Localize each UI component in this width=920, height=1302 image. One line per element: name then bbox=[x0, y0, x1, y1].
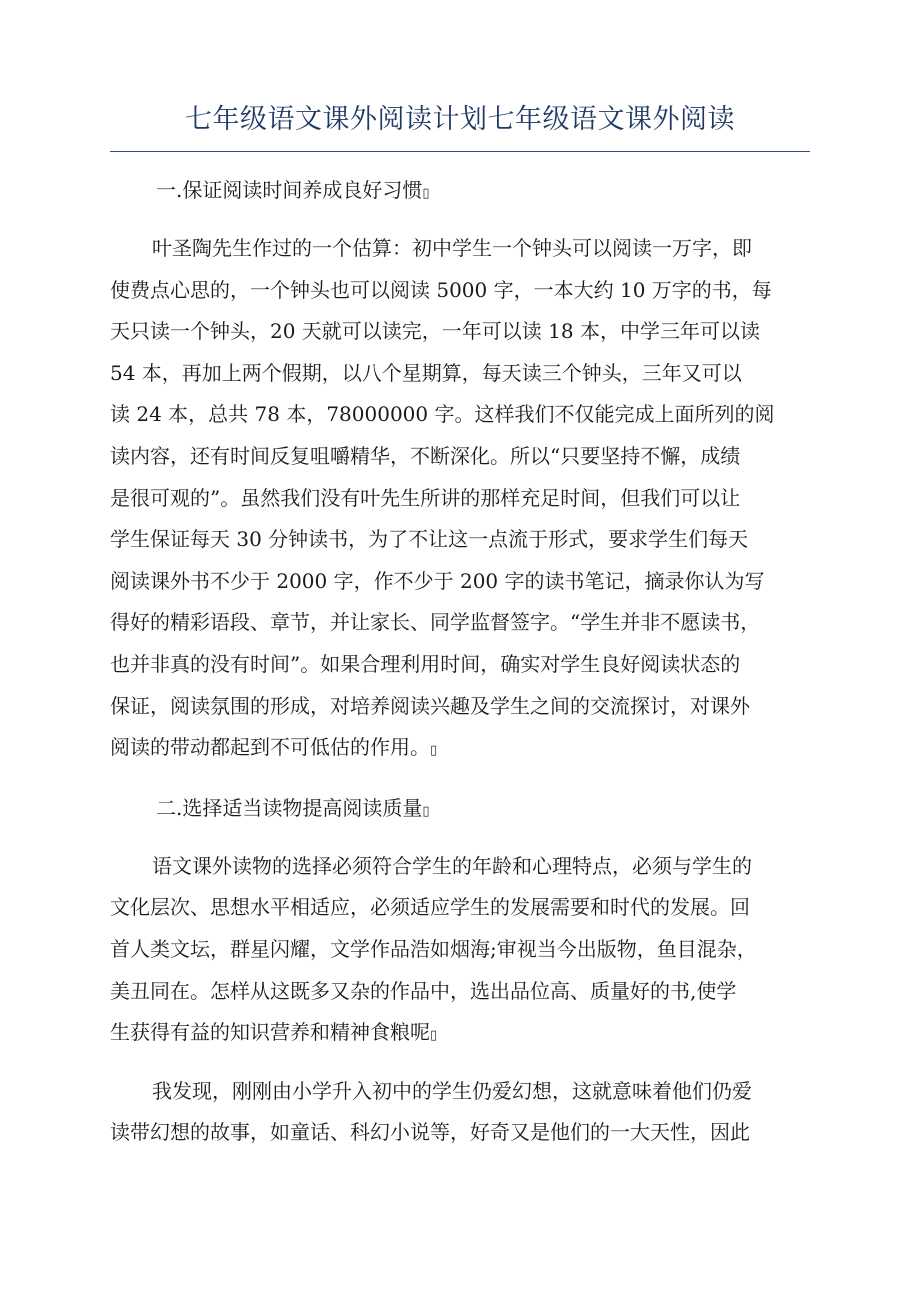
paragraph-line-last bbox=[110, 727, 822, 772]
section-heading-text: 二.选择适当读物提高阅读质量 bbox=[156, 795, 423, 820]
paragraph-line: 阅读课外书不少于 2000 字，作不少于 200 字的读书笔记，摘录你认为写 bbox=[110, 568, 765, 593]
paragraph-line: 文化层次、思想水平相适应，必须适应学生的发展需要和时代的发展。回 bbox=[110, 895, 750, 920]
paragraph-mark-icon: ▯ bbox=[430, 1028, 438, 1044]
paragraph bbox=[110, 846, 822, 1057]
paragraph-line: 读 24 本，总共 78 本，78000000 字。这样我们不仅能完成上面所列的阅 bbox=[110, 402, 775, 427]
paragraph bbox=[110, 228, 822, 772]
section-heading bbox=[110, 168, 822, 216]
paragraph-line: 语文课外读物的选择必须符合学生的年龄和心理特点，必须与学生的 bbox=[152, 853, 752, 878]
paragraph-line: 学生保证每天 30 分钟读书，为了不让这一点流于形式，要求学生们每天 bbox=[110, 527, 749, 552]
paragraph-line-last bbox=[110, 1012, 822, 1057]
paragraph-line: 美丑同在。怎样从这既多又杂的作品中，选出品位高、质量好的书,使学 bbox=[110, 978, 737, 1003]
paragraph-line: 读内容，还有时间反复咀嚼精华，不断深化。所以“只要坚持不懈，成绩 bbox=[110, 443, 741, 468]
paragraph-line: 得好的精彩语段、章节，并让家长、同学监督签字。“学生并非不愿读书， bbox=[110, 610, 761, 635]
paragraph-line: 我发现，刚刚由小学升入初中的学生仍爱幻想，这就意味着他们仍爱 bbox=[152, 1078, 752, 1103]
paragraph-line-text: 生获得有益的知识营养和精神食粮呢 bbox=[110, 1020, 430, 1045]
section-heading bbox=[110, 786, 822, 834]
title-divider bbox=[110, 151, 810, 152]
paragraph-line: 也并非真的没有时间”。如果合理利用时间，确实对学生良好阅读状态的 bbox=[110, 651, 741, 676]
paragraph-line: 使费点心思的，一个钟头也可以阅读 5000 字，一本大约 10 万字的书，每 bbox=[110, 277, 772, 302]
document-title: 七年级语文课外阅读计划七年级语文课外阅读 bbox=[185, 104, 735, 135]
paragraph-mark-icon: ▯ bbox=[430, 743, 438, 759]
paragraph-line: 保证，阅读氛围的形成，对培养阅读兴趣及学生之间的交流探讨，对课外 bbox=[110, 693, 750, 718]
section-heading-text: 一.保证阅读时间养成良好习惯 bbox=[156, 178, 423, 202]
paragraph-mark-icon: ▯ bbox=[422, 803, 430, 819]
document-body bbox=[110, 168, 822, 1154]
paragraph-line: 是很可观的”。虽然我们没有叶先生所讲的那样充足时间，但我们可以让 bbox=[110, 485, 741, 510]
paragraph-line: 首人类文坛，群星闪耀，文学作品浩如烟海;审视当今出版物，鱼目混杂， bbox=[110, 936, 757, 961]
paragraph-line: 叶圣陶先生作过的一个估算：初中学生一个钟头可以阅读一万字，即 bbox=[152, 236, 752, 260]
paragraph bbox=[110, 1071, 822, 1154]
paragraph-line: 天只读一个钟头，20 天就可以读完，一年可以读 18 本，中学三年可以读 bbox=[110, 319, 760, 344]
paragraph-mark-icon: ▯ bbox=[422, 186, 430, 201]
paragraph-line-text: 阅读的带动都起到不可低估的作用。 bbox=[110, 735, 430, 760]
paragraph-line: 读带幻想的故事，如童话、科幻小说等，好奇又是他们的一大天性，因此 bbox=[110, 1120, 750, 1145]
paragraph-line: 54 本，再加上两个假期，以八个星期算，每天读三个钟头，三年又可以 bbox=[110, 360, 742, 385]
